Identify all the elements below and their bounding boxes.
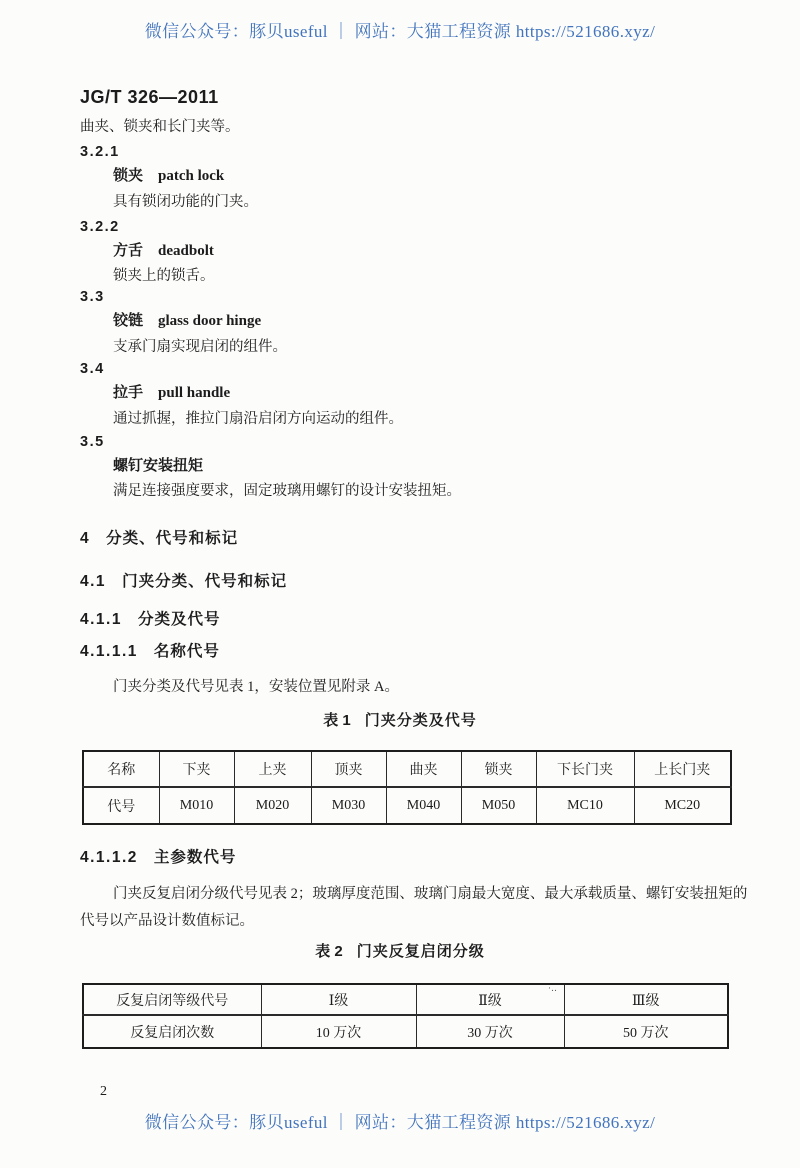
table-row (83, 984, 728, 1015)
table-cell: Ⅰ级 (261, 984, 416, 1015)
term-en: deadbolt (158, 243, 214, 259)
caption-title: 门夹分类及代号 (364, 712, 477, 729)
term-en: glass door hinge (158, 313, 262, 329)
term-zh: 锁夹 (113, 167, 144, 184)
scan-speck: ·‥ (548, 983, 557, 993)
paragraph-table1-ref: 门夹分类及代号见表 1，安装位置见附录 A。 (113, 679, 399, 695)
heading-title: 主参数代号 (153, 849, 237, 866)
table-cell: 锁夹 (461, 751, 536, 787)
table-cell: 下长门夹 (536, 751, 634, 787)
table-cell: Ⅲ级 (564, 984, 728, 1015)
watermark-top: 微信公众号：豚贝useful ｜ 网站：大猫工程资源 https://521686.xyz/ (144, 22, 656, 41)
table-cell: 30 万次 (416, 1015, 564, 1048)
term-en: patch lock (158, 168, 225, 184)
clause-number: 3.2.1 (80, 144, 120, 160)
heading-number: 4.1.1 (80, 611, 122, 628)
heading-number: 4.1.1.2 (80, 849, 138, 866)
table1-caption (0, 712, 800, 731)
table-cell: 反复启闭等级代号 (83, 984, 261, 1015)
term-line (113, 384, 230, 403)
table-cell: 下夹 (159, 751, 234, 787)
table-cell: 曲夹 (386, 751, 461, 787)
table-cell: 顶夹 (311, 751, 386, 787)
table-cell: 名称 (83, 751, 159, 787)
table-cell: M020 (234, 787, 311, 824)
table-cell: 上夹 (234, 751, 311, 787)
term-definition: 锁夹上的锁舌。 (113, 268, 215, 284)
table-cell: M040 (386, 787, 461, 824)
term-line (113, 312, 261, 331)
table1 (82, 750, 732, 825)
term-zh: 方舌 (113, 242, 144, 259)
table-cell: MC10 (536, 787, 634, 824)
table-cell: M010 (159, 787, 234, 824)
table-row (83, 787, 731, 824)
table-cell: MC20 (634, 787, 731, 824)
table-row (83, 1015, 728, 1048)
term-zh: 螺钉安装扭矩 (113, 457, 204, 474)
table-cell: M030 (311, 787, 386, 824)
clause-number: 3.4 (80, 361, 105, 377)
heading-number: 4 (80, 530, 91, 547)
clause-number: 3.3 (80, 289, 105, 305)
section-heading-4-1-1-1 (80, 642, 220, 661)
term-line (113, 167, 224, 186)
watermark-bottom: 微信公众号：豚贝useful ｜ 网站：大猫工程资源 https://521686.xyz/ (144, 1113, 656, 1132)
section-heading-4-1 (80, 572, 287, 591)
term-line (113, 457, 203, 476)
table2-caption (0, 943, 800, 962)
section-heading-4-1-1 (80, 610, 221, 629)
caption-label: 表 1 (323, 712, 351, 729)
doc-code: JG/T 326—2011 (80, 87, 219, 107)
term-line (113, 242, 214, 261)
table-cell: 代号 (83, 787, 159, 824)
heading-number: 4.1 (80, 573, 107, 590)
table-cell: M050 (461, 787, 536, 824)
term-zh: 铰链 (113, 312, 144, 329)
table-cell: 反复启闭次数 (83, 1015, 261, 1048)
table-cell: 50 万次 (564, 1015, 728, 1048)
table2 (82, 983, 729, 1049)
table-cell: Ⅱ级 (416, 984, 564, 1015)
term-zh: 拉手 (113, 384, 144, 401)
table-cell: 上长门夹 (634, 751, 731, 787)
table-row (83, 751, 731, 787)
term-en: pull handle (158, 385, 231, 401)
term-definition: 具有锁闭功能的门夹。 (113, 194, 258, 210)
heading-title: 门夹分类、代号和标记 (122, 573, 288, 590)
page-number: 2 (100, 1084, 108, 1099)
paragraph-table2-ref-line1: 门夹反复启闭分级代号见表 2；玻璃厚度范围、玻璃门扇最大宽度、最大承载质量、螺钉安装扭矩的 (113, 886, 748, 902)
section-heading-4-1-1-2 (80, 848, 236, 867)
term-definition: 通过抓握，推拉门扇沿启闭方向运动的组件。 (113, 411, 403, 427)
heading-title: 分类及代号 (137, 611, 221, 628)
clause-number: 3.2.2 (80, 219, 120, 235)
caption-label: 表 2 (315, 943, 343, 960)
term-definition: 满足连接强度要求，固定玻璃用螺钉的设计安装扭矩。 (113, 483, 461, 499)
paragraph-table2-ref-line2: 代号以产品设计数值标记。 (80, 913, 254, 929)
clause-number: 3.5 (80, 434, 105, 450)
heading-number: 4.1.1.1 (80, 643, 138, 660)
heading-title: 分类、代号和标记 (106, 530, 239, 547)
terms-intro-line: 曲夹、锁夹和长门夹等。 (80, 119, 240, 135)
section-heading-4 (80, 529, 238, 548)
heading-title: 名称代号 (153, 643, 220, 660)
term-definition: 支承门扇实现启闭的组件。 (113, 339, 287, 355)
table-cell: 10 万次 (261, 1015, 416, 1048)
caption-title: 门夹反复启闭分级 (356, 943, 485, 960)
